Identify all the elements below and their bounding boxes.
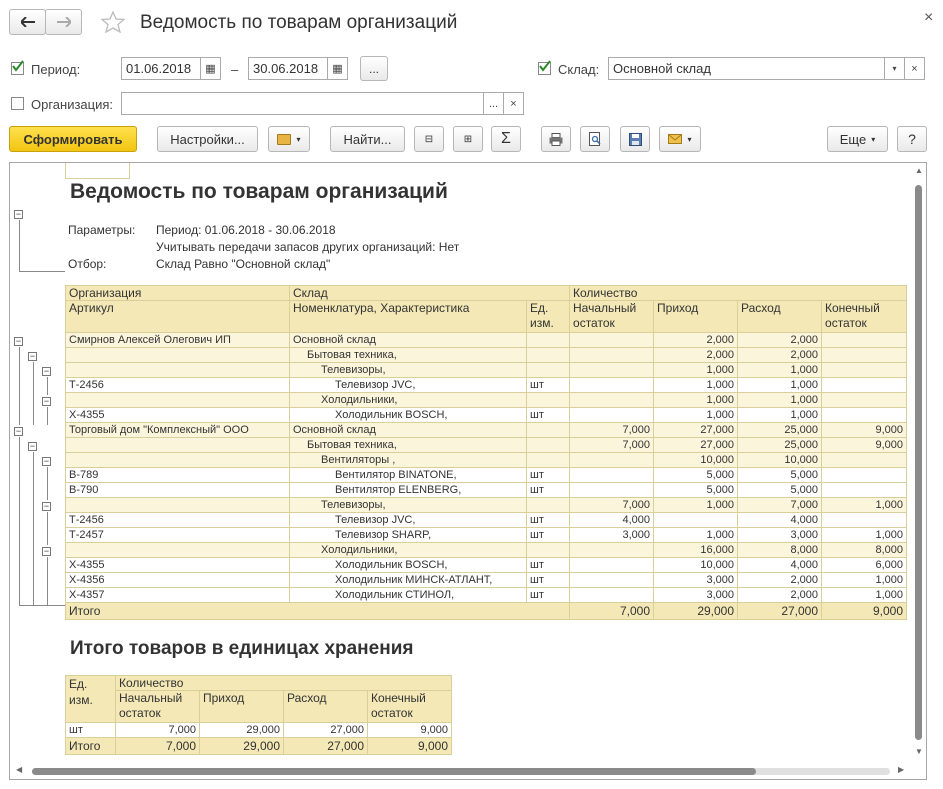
cell-end: 6,000 bbox=[822, 558, 907, 573]
cell-unit: шт bbox=[527, 588, 570, 603]
cell-start bbox=[570, 558, 654, 573]
summary-col-quantity: Количество bbox=[116, 676, 452, 691]
cell-end: 8,000 bbox=[822, 543, 907, 558]
cell-start: 4,000 bbox=[570, 513, 654, 528]
cell-article: Смирнов Алексей Олегович ИП bbox=[66, 333, 290, 348]
forward-button[interactable] bbox=[45, 9, 82, 35]
summary-row bbox=[66, 723, 452, 738]
print-button[interactable] bbox=[541, 126, 571, 152]
cell-end: 1,000 bbox=[822, 588, 907, 603]
cell-unit: шт bbox=[527, 558, 570, 573]
table-row bbox=[66, 573, 907, 588]
cell-in: 27,000 bbox=[654, 438, 738, 453]
cell-out: 5,000 bbox=[738, 468, 822, 483]
cell-article: Т-2456 bbox=[66, 513, 290, 528]
summary-total-label: Итого bbox=[66, 738, 116, 755]
summary-total-out: 27,000 bbox=[284, 738, 368, 755]
generate-button[interactable]: Сформировать bbox=[9, 126, 137, 152]
cell-unit bbox=[527, 498, 570, 513]
cell-unit: шт bbox=[527, 468, 570, 483]
envelope-icon bbox=[668, 134, 682, 144]
table-row bbox=[66, 513, 907, 528]
tree-line bbox=[47, 557, 48, 605]
settings-button[interactable]: Настройки... bbox=[157, 126, 258, 152]
collapse-group-button[interactable]: − bbox=[15, 336, 22, 346]
organization-checkbox[interactable] bbox=[11, 97, 24, 110]
summary-col-start: Начальный остаток bbox=[116, 691, 200, 723]
cell-out: 4,000 bbox=[738, 558, 822, 573]
cell-article: Х-4356 bbox=[66, 573, 290, 588]
cell-out: 1,000 bbox=[738, 378, 822, 393]
total-row bbox=[66, 603, 907, 620]
summary-total-start: 7,000 bbox=[116, 738, 200, 755]
chevron-down-icon: ▾ bbox=[687, 134, 692, 144]
cell-article bbox=[66, 363, 290, 378]
organization-label: Организация: bbox=[31, 97, 114, 112]
params-period: Период: 01.06.2018 - 30.06.2018 bbox=[156, 223, 336, 237]
cell-end: 1,000 bbox=[822, 573, 907, 588]
organization-clear-button[interactable]: × bbox=[503, 92, 524, 115]
cell-end bbox=[822, 483, 907, 498]
table-row bbox=[66, 558, 907, 573]
summary-title: Итого товаров в единицах хранения bbox=[70, 638, 414, 659]
table-header-row bbox=[66, 301, 907, 333]
params-label: Параметры: bbox=[68, 223, 136, 237]
print-preview-button[interactable] bbox=[580, 126, 610, 152]
summary-col-out: Расход bbox=[284, 691, 368, 723]
find-button[interactable]: Найти... bbox=[330, 126, 405, 152]
tree-line bbox=[19, 605, 65, 606]
cell-start bbox=[570, 573, 654, 588]
cell-in: 27,000 bbox=[654, 423, 738, 438]
cell-end bbox=[822, 348, 907, 363]
group-expand-icon: ⊞ bbox=[463, 133, 473, 145]
period-label: Период: bbox=[31, 62, 81, 77]
cell-nomenclature: Основной склад bbox=[290, 423, 527, 438]
cell-article bbox=[66, 348, 290, 363]
cell-start bbox=[570, 543, 654, 558]
cell-unit bbox=[527, 348, 570, 363]
collapse-group-button[interactable]: − bbox=[29, 351, 36, 361]
tree-line bbox=[47, 407, 48, 425]
col-in: Приход bbox=[654, 301, 738, 333]
cell-end: 1,000 bbox=[822, 498, 907, 513]
col-organization: Организация bbox=[66, 286, 290, 301]
cell-start bbox=[570, 393, 654, 408]
cell-nomenclature: Телевизор JVC, bbox=[290, 513, 527, 528]
arrow-right-icon bbox=[57, 17, 71, 27]
report-corner-cell bbox=[65, 163, 130, 179]
tree-line bbox=[33, 362, 34, 425]
summary-total-end: 9,000 bbox=[368, 738, 452, 755]
cell-out: 1,000 bbox=[738, 393, 822, 408]
cell-in: 3,000 bbox=[654, 588, 738, 603]
scroll-up-icon[interactable]: ▲ bbox=[915, 166, 923, 175]
cell-in: 1,000 bbox=[654, 363, 738, 378]
cell-in: 16,000 bbox=[654, 543, 738, 558]
cell-article: В-790 bbox=[66, 483, 290, 498]
summary-total-in: 29,000 bbox=[200, 738, 284, 755]
close-icon[interactable]: × bbox=[924, 9, 934, 26]
scroll-down-icon[interactable]: ▼ bbox=[915, 747, 923, 756]
cell-article bbox=[66, 453, 290, 468]
col-unit: Ед. изм. bbox=[527, 301, 570, 333]
tree-line bbox=[19, 271, 65, 272]
cell-in: 10,000 bbox=[654, 453, 738, 468]
date-to-input[interactable]: 30.06.2018 bbox=[248, 57, 328, 80]
cell-end bbox=[822, 333, 907, 348]
cell-start bbox=[570, 588, 654, 603]
cell-out: 25,000 bbox=[738, 438, 822, 453]
horizontal-scrollbar-thumb[interactable] bbox=[32, 768, 756, 775]
warehouse-checkbox[interactable] bbox=[538, 62, 551, 75]
summary-out: 27,000 bbox=[284, 723, 368, 738]
table-row bbox=[66, 468, 907, 483]
tree-line bbox=[19, 347, 20, 425]
cell-start bbox=[570, 348, 654, 363]
summary-col-unit: Ед. изм. bbox=[66, 676, 116, 723]
warehouse-clear-button[interactable]: × bbox=[904, 57, 925, 80]
collapse-header-button[interactable]: − bbox=[15, 209, 22, 219]
cell-start: 7,000 bbox=[570, 498, 654, 513]
chevron-down-icon: ▾ bbox=[296, 134, 301, 144]
organization-select-button[interactable]: ... bbox=[483, 92, 504, 115]
cell-start bbox=[570, 363, 654, 378]
page-title: Ведомость по товарам организаций bbox=[140, 12, 458, 33]
table-row bbox=[66, 588, 907, 603]
cell-end: 9,000 bbox=[822, 423, 907, 438]
collapse-group-button[interactable]: − bbox=[15, 426, 22, 436]
collapse-group-button[interactable]: − bbox=[43, 546, 50, 556]
cell-nomenclature: Бытовая техника, bbox=[290, 348, 527, 363]
table-row bbox=[66, 378, 907, 393]
cell-unit bbox=[527, 393, 570, 408]
total-in: 29,000 bbox=[654, 603, 738, 620]
cell-unit: шт bbox=[527, 573, 570, 588]
cell-in: 2,000 bbox=[654, 333, 738, 348]
arrow-left-icon bbox=[21, 17, 35, 27]
sum-button[interactable]: Σ bbox=[491, 126, 521, 152]
period-checkbox[interactable] bbox=[11, 62, 24, 75]
cell-out: 4,000 bbox=[738, 513, 822, 528]
cell-article: Торговый дом "Комплексный" ООО bbox=[66, 423, 290, 438]
summary-unit: шт bbox=[66, 723, 116, 738]
cell-end: 1,000 bbox=[822, 528, 907, 543]
cell-out: 2,000 bbox=[738, 588, 822, 603]
cell-article: Х-4355 bbox=[66, 408, 290, 423]
cell-end bbox=[822, 378, 907, 393]
cell-unit bbox=[527, 363, 570, 378]
cell-in: 3,000 bbox=[654, 573, 738, 588]
col-article: Артикул bbox=[66, 301, 290, 333]
cell-unit bbox=[527, 543, 570, 558]
table-row bbox=[66, 408, 907, 423]
col-start: Начальный остаток bbox=[570, 301, 654, 333]
star-icon[interactable] bbox=[101, 11, 125, 33]
cell-end bbox=[822, 513, 907, 528]
collapse-group-button[interactable]: − bbox=[43, 501, 50, 511]
filter-label: Отбор: bbox=[68, 257, 107, 271]
cell-out: 2,000 bbox=[738, 348, 822, 363]
table-row bbox=[66, 528, 907, 543]
cell-nomenclature: Телевизоры, bbox=[290, 363, 527, 378]
cell-nomenclature: Холодильник МИНСК-АТЛАНТ, bbox=[290, 573, 527, 588]
calendar-icon: ▦ bbox=[205, 63, 216, 75]
cell-article: В-789 bbox=[66, 468, 290, 483]
cell-nomenclature: Холодильники, bbox=[290, 393, 527, 408]
col-end: Конечный остаток bbox=[822, 301, 907, 333]
tree-line bbox=[47, 377, 48, 395]
cell-start bbox=[570, 468, 654, 483]
summary-table bbox=[65, 675, 452, 755]
send-email-button[interactable] bbox=[659, 126, 701, 152]
summary-header-row bbox=[66, 691, 452, 723]
tree-line bbox=[19, 220, 20, 271]
summary-header-row bbox=[66, 676, 452, 691]
cell-article: Х-4357 bbox=[66, 588, 290, 603]
cell-in: 5,000 bbox=[654, 468, 738, 483]
collapse-groups-button[interactable] bbox=[414, 126, 444, 152]
group-row bbox=[66, 543, 907, 558]
cell-article bbox=[66, 543, 290, 558]
collapse-group-button[interactable]: − bbox=[43, 366, 50, 376]
cell-out: 5,000 bbox=[738, 483, 822, 498]
help-button[interactable]: ? bbox=[897, 126, 927, 152]
table-row bbox=[66, 483, 907, 498]
collapse-group-button[interactable]: − bbox=[43, 396, 50, 406]
cell-end bbox=[822, 468, 907, 483]
cell-out: 1,000 bbox=[738, 408, 822, 423]
summary-in: 29,000 bbox=[200, 723, 284, 738]
cell-in: 1,000 bbox=[654, 498, 738, 513]
cell-nomenclature: Вентилятор ELENBERG, bbox=[290, 483, 527, 498]
cell-in: 1,000 bbox=[654, 378, 738, 393]
report-title: Ведомость по товарам организаций bbox=[70, 180, 448, 203]
group-row bbox=[66, 498, 907, 513]
summary-col-end: Конечный остаток bbox=[368, 691, 452, 723]
cell-unit bbox=[527, 453, 570, 468]
cell-out: 2,000 bbox=[738, 573, 822, 588]
cell-article bbox=[66, 393, 290, 408]
cell-in: 1,000 bbox=[654, 528, 738, 543]
date-dash: – bbox=[231, 62, 239, 77]
more-button[interactable] bbox=[827, 126, 888, 152]
tree-line bbox=[19, 437, 20, 605]
cell-in: 2,000 bbox=[654, 348, 738, 363]
cell-end bbox=[822, 363, 907, 378]
cell-nomenclature: Холодильник BOSCH, bbox=[290, 558, 527, 573]
summary-start: 7,000 bbox=[116, 723, 200, 738]
cell-nomenclature: Вентиляторы , bbox=[290, 453, 527, 468]
cell-out: 10,000 bbox=[738, 453, 822, 468]
calendar-icon: ▦ bbox=[332, 63, 343, 75]
cell-start: 7,000 bbox=[570, 438, 654, 453]
cell-out: 1,000 bbox=[738, 363, 822, 378]
save-button[interactable] bbox=[620, 126, 650, 152]
group-collapse-icon: ⊟ bbox=[424, 133, 434, 145]
cell-nomenclature: Вентилятор BINATONE, bbox=[290, 468, 527, 483]
col-nomenclature: Номенклатура, Характеристика bbox=[290, 301, 527, 333]
summary-total-row bbox=[66, 738, 452, 755]
cell-in: 10,000 bbox=[654, 558, 738, 573]
back-button[interactable] bbox=[9, 9, 46, 35]
summary-end: 9,000 bbox=[368, 723, 452, 738]
cell-unit bbox=[527, 423, 570, 438]
cell-end bbox=[822, 453, 907, 468]
tree-line bbox=[47, 467, 48, 500]
cell-unit: шт bbox=[527, 483, 570, 498]
cell-nomenclature: Телевизор JVC, bbox=[290, 378, 527, 393]
tree-line bbox=[33, 452, 34, 605]
cell-nomenclature: Основной склад bbox=[290, 333, 527, 348]
checkmark-icon bbox=[538, 60, 551, 73]
main-table bbox=[65, 285, 907, 620]
cell-out: 8,000 bbox=[738, 543, 822, 558]
scroll-left-icon[interactable]: ◀ bbox=[16, 765, 23, 774]
group-row bbox=[66, 348, 907, 363]
cell-start bbox=[570, 453, 654, 468]
chevron-down-icon: ▾ bbox=[871, 134, 876, 144]
cell-end bbox=[822, 393, 907, 408]
report-area bbox=[9, 162, 927, 780]
cell-out: 25,000 bbox=[738, 423, 822, 438]
cell-start bbox=[570, 408, 654, 423]
cell-start bbox=[570, 378, 654, 393]
cell-article bbox=[66, 498, 290, 513]
warehouse-input[interactable]: Основной склад bbox=[608, 57, 885, 80]
checkmark-icon bbox=[11, 60, 24, 73]
period-select-button[interactable]: ... bbox=[360, 56, 388, 81]
cell-start bbox=[570, 483, 654, 498]
cell-end: 9,000 bbox=[822, 438, 907, 453]
cell-start bbox=[570, 333, 654, 348]
cell-unit: шт bbox=[527, 513, 570, 528]
cell-in: 1,000 bbox=[654, 408, 738, 423]
table-header-row bbox=[66, 286, 907, 301]
cell-nomenclature: Холодильник СТИНОЛ, bbox=[290, 588, 527, 603]
chevron-down-icon: ▾ bbox=[892, 64, 897, 73]
cell-in: 1,000 bbox=[654, 393, 738, 408]
scroll-right-icon[interactable]: ▶ bbox=[898, 765, 905, 774]
cell-unit: шт bbox=[527, 378, 570, 393]
expand-groups-button[interactable] bbox=[453, 126, 483, 152]
total-start: 7,000 bbox=[570, 603, 654, 620]
organization-input[interactable] bbox=[121, 92, 484, 115]
folder-icon bbox=[277, 134, 291, 145]
cell-unit bbox=[527, 438, 570, 453]
cell-nomenclature: Телевизоры, bbox=[290, 498, 527, 513]
total-end: 9,000 bbox=[822, 603, 907, 620]
group-row bbox=[66, 423, 907, 438]
cell-in: 5,000 bbox=[654, 483, 738, 498]
cell-out: 2,000 bbox=[738, 333, 822, 348]
calendar-to-button[interactable] bbox=[327, 57, 348, 80]
cell-article: Т-2456 bbox=[66, 378, 290, 393]
group-row bbox=[66, 393, 907, 408]
cell-end bbox=[822, 408, 907, 423]
cell-nomenclature: Холодильник BOSCH, bbox=[290, 408, 527, 423]
group-row bbox=[66, 438, 907, 453]
more-label: Еще bbox=[839, 131, 867, 147]
col-out: Расход bbox=[738, 301, 822, 333]
tree-line bbox=[47, 512, 48, 545]
total-label: Итого bbox=[66, 603, 570, 620]
cell-unit: шт bbox=[527, 408, 570, 423]
vertical-scrollbar-thumb[interactable] bbox=[915, 185, 922, 740]
summary-col-in: Приход bbox=[200, 691, 284, 723]
col-warehouse: Склад bbox=[290, 286, 570, 301]
collapse-group-button[interactable]: − bbox=[43, 456, 50, 466]
floppy-disk-icon bbox=[629, 133, 642, 146]
filter-value: Склад Равно "Основной склад" bbox=[156, 257, 331, 271]
cell-out: 7,000 bbox=[738, 498, 822, 513]
cell-unit: шт bbox=[527, 528, 570, 543]
group-row bbox=[66, 453, 907, 468]
cell-out: 3,000 bbox=[738, 528, 822, 543]
cell-article: Т-2457 bbox=[66, 528, 290, 543]
calendar-from-button[interactable] bbox=[200, 57, 221, 80]
variant-menu-button[interactable] bbox=[268, 126, 310, 152]
printer-icon bbox=[549, 133, 563, 146]
params-transfers: Учитывать передачи запасов других организаций: Нет bbox=[156, 240, 460, 254]
group-row bbox=[66, 333, 907, 348]
cell-in bbox=[654, 513, 738, 528]
warehouse-dropdown-button[interactable] bbox=[884, 57, 905, 80]
group-row bbox=[66, 363, 907, 378]
cell-start: 3,000 bbox=[570, 528, 654, 543]
cell-nomenclature: Бытовая техника, bbox=[290, 438, 527, 453]
collapse-group-button[interactable]: − bbox=[29, 441, 36, 451]
cell-nomenclature: Телевизор SHARP, bbox=[290, 528, 527, 543]
total-out: 27,000 bbox=[738, 603, 822, 620]
cell-article bbox=[66, 438, 290, 453]
cell-article: Х-4355 bbox=[66, 558, 290, 573]
col-quantity: Количество bbox=[570, 286, 907, 301]
cell-start: 7,000 bbox=[570, 423, 654, 438]
warehouse-label: Склад: bbox=[558, 62, 600, 77]
date-from-input[interactable]: 01.06.2018 bbox=[121, 57, 201, 80]
cell-unit bbox=[527, 333, 570, 348]
cell-nomenclature: Холодильники, bbox=[290, 543, 527, 558]
preview-icon bbox=[589, 132, 602, 146]
